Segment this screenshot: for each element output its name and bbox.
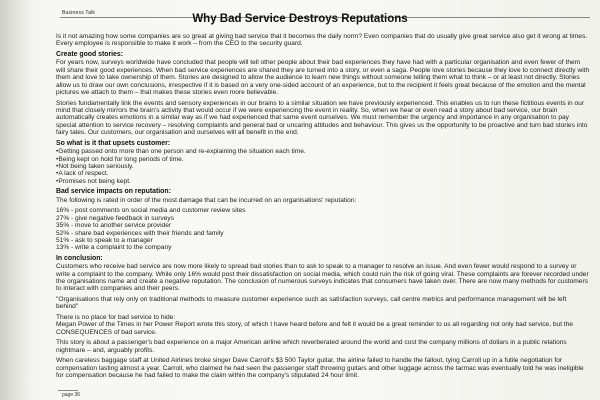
upsets-list [56,148,590,185]
quote-paragraph: "Organisations that rely only on traditional methods to measure customer experience such as satisfaction surveys, call centre metrics and performance management will be left behind" [56,295,567,311]
stats-list [56,207,590,251]
list-item: • Not being taken seriously. [56,163,590,170]
stat-item: 51% - ask to speak to a manager [56,236,153,244]
intro-paragraph: Is it not amazing how some companies are so great at giving bad service that it becomes the daily norm? Even companies that do usually give great service also get it wrong at times. Every employee is responsible to make it work – from the CEO to the security guard. [56,33,588,48]
paragraph: Customers who receive bad service are now more likely to spread bad stories than to ask to speak to a manager to resolve an issue. And even fewer would respond to a survey or write a complaint to the company. While only 16% would post their dissatisfaction on social media, which could ruin the risk of going viral. These complaints are forever recorded under the organisations name and create a negative reputation. The conclusion of numerous surveys indicates that consumers have taken over. There are now many methods for customers to interact with companies and their peers. [56,263,589,293]
stat-item: 16% - post comments on social media and customer review sites [56,207,246,215]
list-item: • Getting passed onto more than one person and re-explaining the situation each time. [56,148,590,155]
section-heading-upsets-customer: So what is it that upsets customer: [56,139,171,147]
stat-item: 27% - give negative feedback in surveys [56,214,175,222]
paragraph: There is no place for bad service to hide: [56,313,176,321]
page-spine-shadow [0,0,30,400]
article-title: Why Bad Service Destroys Reputations [192,13,408,25]
paragraph: Megan Power of the Times in her Power Report wrote this story, of which I have heard before and felt it would be a great reminder to us all regarding not only bad service, but the CONSEQUENCES of bad service. [56,321,574,336]
section-tag: Business Talk [62,10,96,16]
list-item: • Being kept on hold for long periods of time. [56,156,590,163]
article-body [56,33,590,383]
page-number: page 36 [62,392,81,398]
paragraph: When careless baggage staff at United Airlines broke singer Dave Carroll's $3 500 Taylor guitar, the airline failed to handle the fallout, tying Carroll up in a futile negotiation for compensation lasting almost a year. Carroll, who claimed he had seen the passenger staff throwing guitars and other luggage across the tarmac was eventually told he was ineligible for compensation because he had failed to make the claim within the company's stipulated 24 hour limit. [56,357,584,380]
section-heading-create-good-stories: Create good stories: [56,51,124,58]
paragraph: For years now, surveys worldwide have concluded that people will tell other people about their bad experiences they have had with a particular organisation and even fewer of them will share their good experiences. When bad service experiences are shared they are turned into a story, or even a saga. People love stories because they love to connect directly with them and love to take ownership of them. Stories are designed to allow the audience to learn new things without someone telling them what to think – or at least not directly. Stories allow us to draw our own conclusions, irrespective if it is based on a very one-sided account of an experience, but to the recipient it feels great because of the emotion and the mental pictures we attach to them – that makes these stories even more believable. [56,59,590,97]
section-heading-impacts-reputation: Bad service impacts on reputation: [56,188,171,196]
list-item: • A lack of respect. [56,170,590,177]
paragraph: The following is rated in order of the most damage that can be incurred on an organisations' reputation: [56,196,357,204]
paragraph: This story is about a passenger's bad experience on a major American airline which reverberated around the world and cost the company millions of dollars in a public relations nightmare – and, arguably profits. [56,339,567,354]
paragraph: Stories fundamentally link the events and sensory experiences in our brains to a similar situation we have previously experienced. This enables us to run these fictitious events in our mind that closely mirrors the brain's activity that would occur if we were experiencing the event in reality. So, when we hear or even read a story about bad service, our brain automatically creates emotions in a similar way as if we had experienced that same event ourselves. We must remember the urgency and importance in any organisation to pay special attention to service recovery – resolving complaints and general bad or uncaring attitudes and behaviour. This gives us the opportunity to be proactive and turn bad stories into fairy tales. Our customers, our organisation and ourselves will all benefit in the end. [56,99,588,137]
stat-item: 52% - share bad experiences with their friends and family [56,229,224,237]
section-heading-conclusion: In conclusion: [56,254,103,262]
stat-item: 35% - move to another service provider [56,222,172,230]
stat-item: 13% - write a complaint to the company [56,244,172,252]
footer-rule [58,390,78,391]
list-item: • Promises not being kept. [56,178,590,185]
